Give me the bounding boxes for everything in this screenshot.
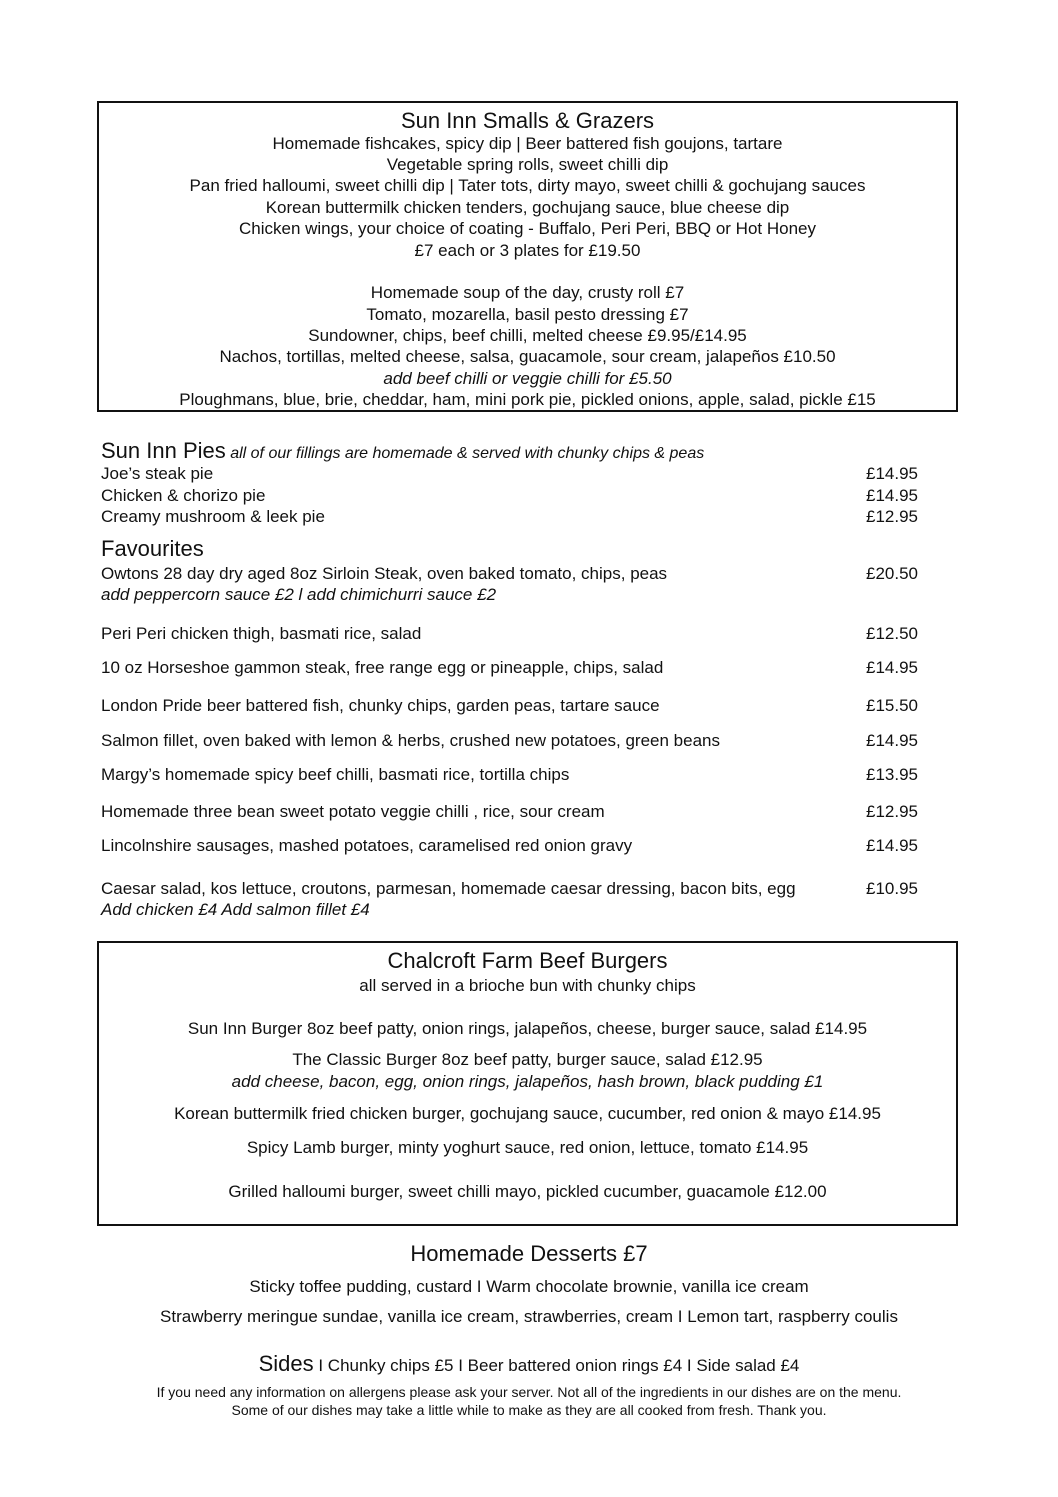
burgers-subtitle: all served in a brioche bun with chunky chips <box>359 976 696 995</box>
menu-price: £14.95 <box>866 486 918 505</box>
burger-item: Korean buttermilk fried chicken burger, gochujang sauce, cucumber, red onion & mayo £14.95 <box>174 1104 881 1123</box>
menu-item: Salmon fillet, oven baked with lemon & herbs, crushed new potatoes, green beans <box>101 731 720 750</box>
sides-line <box>0 1351 1058 1377</box>
smalls-title: Sun Inn Smalls & Grazers <box>400 108 655 133</box>
menu-item: Lincolnshire sausages, mashed potatoes, caramelised red onion gravy <box>101 836 633 855</box>
menu-item: Creamy mushroom & leek pie <box>101 507 325 526</box>
allergen-note: If you need any information on allergens please ask your server. Not all of the ingredients in our dishes are on the menu. <box>156 1384 902 1400</box>
burgers-section <box>97 941 958 1226</box>
menu-price: £12.50 <box>866 624 918 643</box>
menu-price: £12.95 <box>866 802 918 821</box>
smalls-line: Sundowner, chips, beef chilli, melted cheese £9.95/£14.95 <box>308 326 747 345</box>
menu-price: £13.95 <box>866 765 918 784</box>
dessert-line: Strawberry meringue sundae, vanilla ice cream, strawberries, cream I Lemon tart, raspberry coulis <box>160 1307 898 1326</box>
pies-title: Sun Inn Pies <box>101 438 226 463</box>
smalls-offer: £7 each or 3 plates for £19.50 <box>414 241 641 260</box>
menu-price: £14.95 <box>866 658 918 677</box>
pies-subtitle: all of our fillings are homemade & served with chunky chips & peas <box>230 445 705 462</box>
menu-item: Joe’s steak pie <box>101 464 214 483</box>
menu-price: £14.95 <box>866 731 918 750</box>
smalls-line: Homemade fishcakes, spicy dip | Beer battered fish goujons, tartare <box>272 134 783 153</box>
menu-price: £14.95 <box>866 836 918 855</box>
menu-price: £20.50 <box>866 564 918 583</box>
smalls-line: Korean buttermilk chicken tenders, gochujang sauce, blue cheese dip <box>265 198 790 217</box>
burger-item: Grilled halloumi burger, sweet chilli mayo, pickled cucumber, guacamole £12.00 <box>228 1182 827 1201</box>
pies-heading <box>101 438 704 464</box>
menu-price: £10.95 <box>866 879 918 898</box>
menu-item: Peri Peri chicken thigh, basmati rice, salad <box>101 624 422 643</box>
burger-item: The Classic Burger 8oz beef patty, burger sauce, salad £12.95 <box>292 1050 763 1069</box>
smalls-line: Chicken wings, your choice of coating - Buffalo, Peri Peri, BBQ or Hot Honey <box>238 219 816 238</box>
dessert-line: Sticky toffee pudding, custard I Warm chocolate brownie, vanilla ice cream <box>249 1277 809 1296</box>
sides-title: Sides <box>258 1351 314 1376</box>
smalls-line: Tomato, mozarella, basil pesto dressing £7 <box>366 305 689 324</box>
menu-item: Margy’s homemade spicy beef chilli, basmati rice, tortilla chips <box>101 765 570 784</box>
menu-item-note: Add chicken £4 Add salmon fillet £4 <box>101 900 370 919</box>
menu-item: Caesar salad, kos lettuce, croutons, parmesan, homemade caesar dressing, bacon bits, egg <box>101 879 796 898</box>
menu-price: £15.50 <box>866 696 918 715</box>
sides-text: I Chunky chips £5 I Beer battered onion rings £4 I Side salad £4 <box>313 1356 800 1375</box>
menu-item: Owtons 28 day dry aged 8oz Sirloin Steak, oven baked tomato, chips, peas <box>101 564 668 583</box>
smalls-addon: add beef chilli or veggie chilli for £5.50 <box>383 369 672 388</box>
burger-addon: add cheese, bacon, egg, onion rings, jalapeños, hash brown, black pudding £1 <box>231 1072 824 1091</box>
menu-price: £14.95 <box>866 464 918 483</box>
burger-item: Sun Inn Burger 8oz beef patty, onion rings, jalapeños, cheese, burger sauce, salad £14.95 <box>187 1019 868 1038</box>
menu-item: Homemade three bean sweet potato veggie chilli , rice, sour cream <box>101 802 605 821</box>
menu-item: London Pride beer battered fish, chunky chips, garden peas, tartare sauce <box>101 696 660 715</box>
smalls-line: Homemade soup of the day, crusty roll £7 <box>370 283 685 302</box>
smalls-ploughmans: Ploughmans, blue, brie, cheddar, ham, mini pork pie, pickled onions, apple, salad, pickle £15 <box>179 390 876 409</box>
menu-price: £12.95 <box>866 507 918 526</box>
burgers-title: Chalcroft Farm Beef Burgers <box>387 948 668 973</box>
smalls-section <box>97 101 958 412</box>
menu-item: 10 oz Horseshoe gammon steak, free range egg or pineapple, chips, salad <box>101 658 664 677</box>
menu-item: Chicken & chorizo pie <box>101 486 266 505</box>
desserts-title: Homemade Desserts £7 <box>410 1241 648 1266</box>
smalls-line: Vegetable spring rolls, sweet chilli dip <box>386 155 669 174</box>
fresh-note: Some of our dishes may take a little while to make as they are all cooked from fresh. Thank you. <box>231 1402 827 1418</box>
burger-item: Spicy Lamb burger, minty yoghurt sauce, red onion, lettuce, tomato £14.95 <box>246 1138 809 1157</box>
smalls-line: Nachos, tortillas, melted cheese, salsa, guacamole, sour cream, jalapeños £10.50 <box>219 347 836 366</box>
menu-item-note: add peppercorn sauce £2 l add chimichurri sauce £2 <box>101 585 497 604</box>
smalls-line: Pan fried halloumi, sweet chilli dip | Tater tots, dirty mayo, sweet chilli & gochujang sauces <box>189 176 866 195</box>
favourites-title: Favourites <box>101 536 204 561</box>
